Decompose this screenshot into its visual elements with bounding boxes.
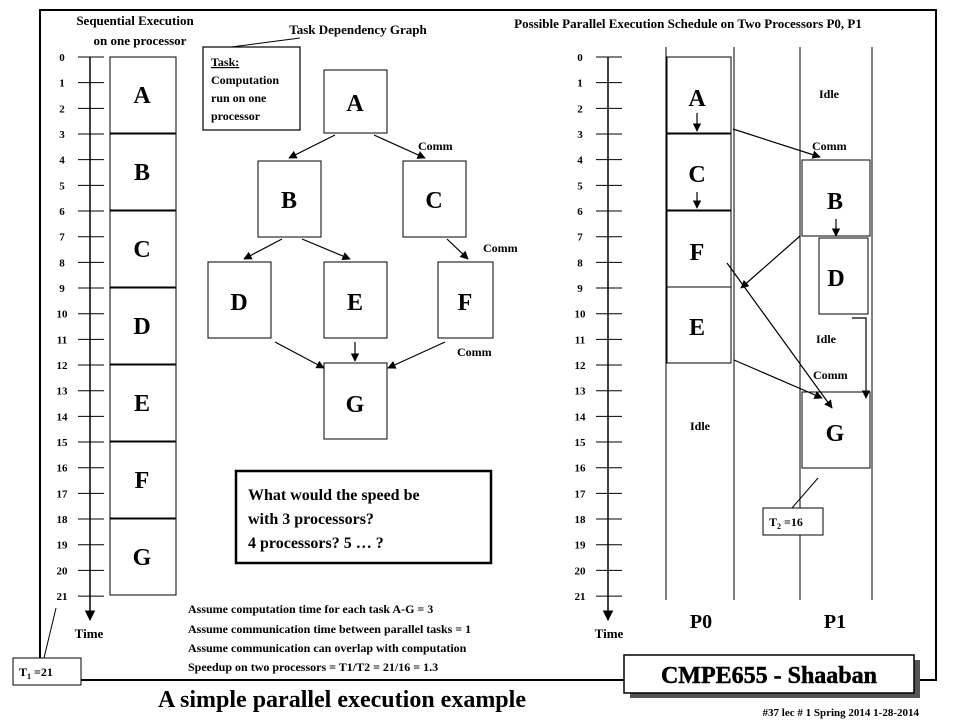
- graph-title: Task Dependency Graph: [289, 22, 427, 37]
- left-axis-tick-label: 11: [56, 334, 68, 347]
- edge-c-f: [447, 239, 468, 259]
- graph-node-a: [324, 70, 387, 133]
- right-time-label: Time: [594, 626, 624, 641]
- left-time-axis: [57, 52, 105, 603]
- right-axis-tick-label: 9: [577, 283, 583, 296]
- assumption-overlap: Assume communication can overlap with computation: [188, 641, 467, 655]
- p0-idle-label: Idle: [690, 419, 711, 433]
- left-axis-tick-label: 19: [56, 539, 68, 552]
- left-axis-tick-label: 1: [59, 77, 65, 90]
- graph-node-e: [324, 262, 387, 338]
- right-axis-tick-label: 16: [574, 462, 586, 475]
- svg-text:E: E: [346, 290, 364, 316]
- left-axis-tick-label: 12: [56, 360, 68, 373]
- graph-node-g: [324, 363, 387, 439]
- edge-a-b: [289, 135, 335, 158]
- right-axis-tick-label: 4: [577, 154, 583, 167]
- sequential-task-a: [110, 57, 176, 133]
- question-line2: with 3 processors?: [248, 511, 374, 528]
- left-axis-tick-label: 14: [56, 411, 68, 424]
- right-axis-tick-label: 1: [577, 77, 583, 90]
- left-axis-tick-label: 16: [56, 462, 68, 475]
- assumption-communication: Assume communication time between parallel tasks = 1: [188, 622, 472, 636]
- edge-b-d: [244, 239, 282, 259]
- t2-label: $T_2 =16$: [769, 515, 803, 531]
- p0-label: P0: [689, 611, 713, 633]
- left-axis-tick-label: 5: [59, 180, 65, 193]
- right-axis-tick-label: 17: [574, 488, 586, 501]
- graph-node-d: [208, 262, 271, 338]
- right-axis-tick-label: 12: [574, 360, 586, 373]
- right-axis-tick-label: 11: [574, 334, 586, 347]
- p0-task-f: [667, 211, 731, 287]
- p0-task-c: [667, 134, 731, 210]
- task-note-line3: processor: [211, 109, 261, 123]
- sequential-title-line1: Sequential Execution: [76, 13, 194, 28]
- slide-title: A simple parallel execution example: [158, 687, 526, 713]
- sequential-task-f: [110, 442, 176, 518]
- arrow-b-e: [741, 236, 800, 288]
- svg-text:F: F: [689, 240, 705, 266]
- svg-text:A: A: [688, 86, 706, 112]
- p1-idle-label-top: Idle: [819, 87, 840, 101]
- assumption-computation: Assume computation time for each task A-G = 3: [188, 602, 434, 616]
- sequential-task-d: [110, 288, 176, 364]
- t1-pointer: [44, 608, 56, 658]
- svg-text:F: F: [134, 468, 150, 494]
- svg-text:C: C: [425, 188, 443, 214]
- right-axis-tick-label: 15: [574, 437, 586, 450]
- sequential-task-c: [110, 211, 176, 287]
- right-axis-tick-label: 18: [574, 514, 586, 527]
- badge-text: CMPE655 - Shaaban: [660, 663, 878, 689]
- left-axis-tick-label: 20: [56, 565, 68, 578]
- right-axis-tick-label: 6: [577, 206, 583, 219]
- graph-node-b: [258, 161, 321, 237]
- edge-d-g: [275, 342, 324, 368]
- svg-text:B: B: [133, 160, 151, 186]
- svg-text:B: B: [280, 188, 298, 214]
- right-axis-tick-label: 5: [577, 180, 583, 193]
- svg-text:A: A: [346, 91, 364, 117]
- svg-text:C: C: [133, 237, 151, 263]
- left-axis-tick-label: 8: [59, 257, 65, 270]
- svg-text:C: C: [688, 162, 706, 188]
- right-axis-tick-label: 19: [574, 539, 586, 552]
- assumption-speedup: Speedup on two processors = T1/T2 = 21/16 = 1.3: [188, 660, 439, 674]
- right-axis-tick-label: 0: [577, 52, 583, 64]
- arrow-d-g: [852, 318, 866, 398]
- graph-node-f: [438, 262, 493, 338]
- right-axis-tick-label: 8: [577, 257, 583, 270]
- svg-text:D: D: [133, 314, 151, 340]
- right-axis-tick-label: 7: [577, 231, 583, 244]
- left-axis-tick-label: 17: [56, 488, 68, 501]
- p1-label: P1: [823, 611, 847, 633]
- right-axis-tick-label: 3: [577, 129, 583, 142]
- comm-label-f-g: Comm: [457, 345, 492, 359]
- task-note-line2: run on one: [211, 91, 267, 105]
- right-axis-tick-label: 10: [574, 308, 586, 321]
- p1-task-g: [802, 392, 870, 468]
- svg-text:D: D: [827, 266, 845, 292]
- right-axis-tick-label: 2: [577, 103, 583, 116]
- svg-text:G: G: [345, 392, 365, 418]
- svg-text:B: B: [826, 189, 844, 215]
- sequential-task-column: [110, 57, 176, 595]
- left-axis-tick-label: 0: [59, 52, 65, 64]
- left-axis-tick-label: 7: [59, 231, 65, 244]
- svg-text:E: E: [133, 391, 151, 417]
- graph-node-c: [403, 161, 466, 237]
- right-axis-tick-label: 21: [574, 591, 586, 604]
- left-axis-tick-label: 9: [59, 283, 65, 296]
- left-axis-tick-label: 6: [59, 206, 65, 219]
- arrow-a-b: [733, 129, 820, 157]
- right-time-axis: [575, 52, 623, 603]
- right-axis-tick-label: 13: [574, 385, 586, 398]
- p1-task-d: [819, 238, 868, 314]
- left-axis-tick-label: 18: [56, 514, 68, 527]
- left-axis-tick-label: 13: [56, 385, 68, 398]
- sequential-title-line2: on one processor: [93, 33, 187, 48]
- p0-task-e: [667, 287, 731, 363]
- right-axis-tick-label: 20: [574, 565, 586, 578]
- parallel-schedule-title: Possible Parallel Execution Schedule on Two Processors P0, P1: [514, 16, 862, 31]
- p1-idle-label-mid: Idle: [816, 332, 837, 346]
- edge-f-g: [388, 342, 445, 368]
- p0-task-a: [667, 57, 731, 133]
- task-note-line1: Computation: [211, 73, 280, 87]
- question-line3: 4 processors? 5 … ?: [248, 535, 384, 552]
- sequential-task-g: [110, 519, 176, 595]
- right-axis-tick-label: 14: [574, 411, 586, 424]
- task-note-title: Task:: [211, 55, 240, 69]
- left-axis-tick-label: 15: [56, 437, 68, 450]
- arrow-e-g: [734, 360, 822, 398]
- left-axis-tick-label: 10: [56, 308, 68, 321]
- left-axis-tick-label: 4: [59, 154, 65, 167]
- svg-text:A: A: [133, 83, 151, 109]
- p1-comm-label-mid: Comm: [813, 368, 848, 382]
- t1-label: $T_1 =21$: [19, 665, 53, 681]
- left-axis-tick-label: 21: [56, 591, 68, 604]
- left-axis-tick-label: 3: [59, 129, 65, 142]
- question-line1: What would the speed be: [248, 487, 420, 504]
- svg-text:G: G: [132, 545, 152, 571]
- left-time-label: Time: [74, 626, 104, 641]
- footer-info: #37 lec # 1 Spring 2014 1-28-2014: [762, 707, 919, 719]
- sequential-task-e: [110, 365, 176, 441]
- t2-pointer: [792, 478, 818, 508]
- svg-text:E: E: [688, 315, 706, 341]
- comm-label-c-f: Comm: [483, 241, 518, 255]
- svg-text:F: F: [457, 290, 473, 316]
- svg-text:G: G: [825, 421, 845, 447]
- left-axis-tick-label: 2: [59, 103, 65, 116]
- p1-comm-label-top: Comm: [812, 139, 847, 153]
- svg-text:D: D: [230, 290, 248, 316]
- comm-label-a-c: Comm: [418, 139, 453, 153]
- sequential-task-b: [110, 134, 176, 210]
- edge-b-e: [302, 239, 350, 259]
